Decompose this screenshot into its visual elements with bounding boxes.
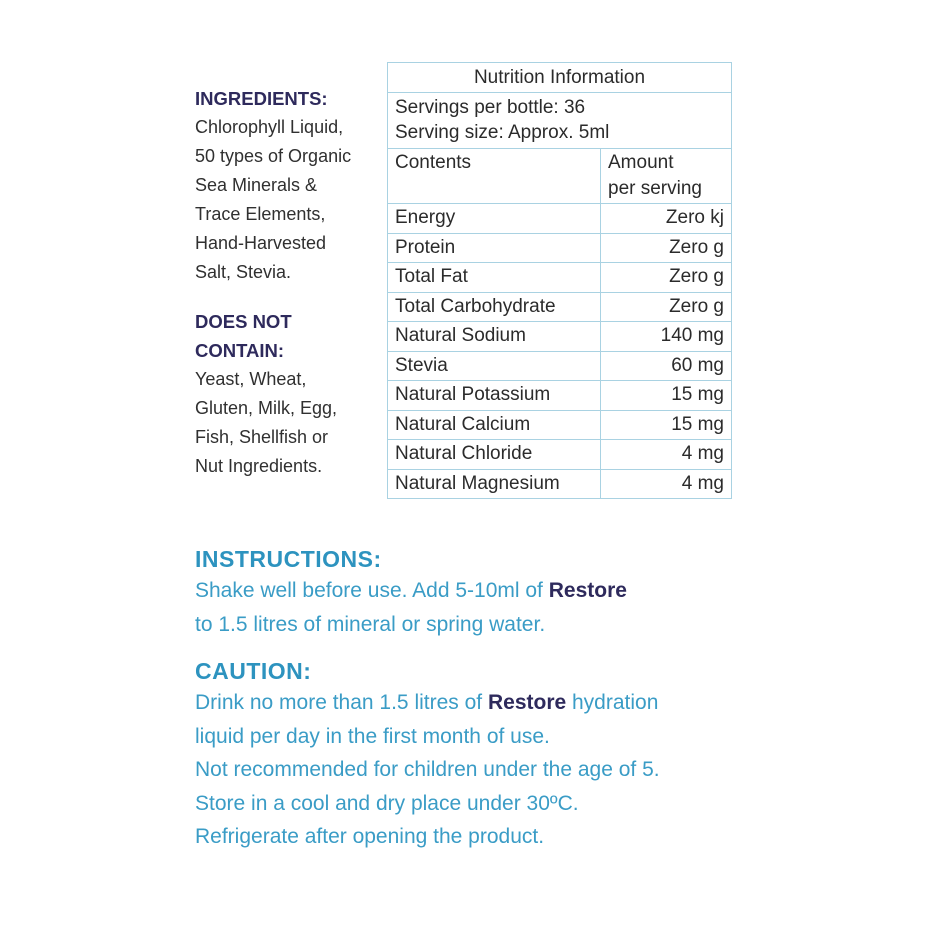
- servings-per-bottle: Servings per bottle: 36: [395, 97, 586, 118]
- serving-size: Serving size: Approx. 5ml: [395, 122, 610, 143]
- nutrient-name: Total Fat: [388, 263, 601, 293]
- column-header-contents: Contents: [388, 149, 601, 204]
- nutrient-name: Natural Magnesium: [388, 469, 601, 499]
- ingredients-line: Trace Elements,: [195, 204, 326, 224]
- table-row: [388, 351, 732, 381]
- instructions-line: to 1.5 litres of mineral or spring water.: [195, 613, 546, 636]
- table-row: [388, 469, 732, 499]
- nutrient-amount: 140 mg: [601, 322, 732, 352]
- allergen-line: Yeast, Wheat,: [195, 369, 307, 389]
- table-row: [388, 204, 732, 234]
- ingredients-line: Salt, Stevia.: [195, 262, 292, 282]
- nutrient-name: Natural Calcium: [388, 410, 601, 440]
- brand-name: Restore: [487, 691, 567, 714]
- nutrient-name: Stevia: [388, 351, 601, 381]
- allergen-line: Nut Ingredients.: [195, 456, 323, 476]
- caution-heading: CAUTION:: [195, 658, 312, 684]
- nutrient-amount: 4 mg: [601, 469, 732, 499]
- table-row: [388, 292, 732, 322]
- caution-line: liquid per day in the first month of use.: [195, 724, 550, 748]
- instructions-line: [195, 574, 895, 608]
- table-row: [388, 440, 732, 470]
- nutrient-amount: Zero g: [601, 263, 732, 293]
- amount-header-line: per serving: [608, 178, 702, 199]
- nutrient-name: Protein: [388, 233, 601, 263]
- nutrient-name: Total Carbohydrate: [388, 292, 601, 322]
- table-row: [388, 263, 732, 293]
- ingredients-line: 50 types of Organic: [195, 146, 352, 166]
- does-not-contain-heading: CONTAIN:: [195, 340, 285, 361]
- nutrition-title: Nutrition Information: [388, 63, 732, 93]
- nutrient-name: Natural Sodium: [388, 322, 601, 352]
- nutrient-amount: Zero g: [601, 233, 732, 263]
- nutrition-table: [387, 62, 732, 499]
- ingredients-line: Chlorophyll Liquid,: [195, 117, 344, 137]
- nutrient-amount: 15 mg: [601, 381, 732, 411]
- caution-line: [195, 686, 915, 720]
- nutrient-amount: 60 mg: [601, 351, 732, 381]
- allergen-line: Fish, Shellfish or: [195, 427, 329, 447]
- caution-text: Drink no more than 1.5 litres of: [195, 691, 488, 714]
- ingredients-block: [195, 84, 380, 481]
- instructions-text: Shake well before use. Add 5-10ml of: [195, 579, 549, 602]
- caution-text: hydration: [566, 691, 659, 714]
- ingredients-line: Hand-Harvested: [195, 233, 327, 253]
- nutrient-amount: 15 mg: [601, 410, 732, 440]
- nutrient-name: Energy: [388, 204, 601, 234]
- does-not-contain-block: [195, 307, 380, 481]
- table-row: [388, 233, 732, 263]
- caution-line: Not recommended for children under the age of 5.: [195, 758, 660, 781]
- ingredients-heading: INGREDIENTS:: [195, 88, 328, 109]
- nutrient-amount: 4 mg: [601, 440, 732, 470]
- table-row: [388, 322, 732, 352]
- serving-info: [388, 93, 732, 149]
- ingredients-line: Sea Minerals &: [195, 175, 318, 195]
- caution-section: [195, 656, 915, 854]
- nutrient-amount: Zero g: [601, 292, 732, 322]
- table-row: [388, 410, 732, 440]
- allergen-line: Gluten, Milk, Egg,: [195, 398, 338, 418]
- brand-name: Restore: [548, 579, 627, 602]
- caution-line: Store in a cool and dry place under 30ºC.: [195, 791, 579, 815]
- column-header-amount: [601, 149, 732, 204]
- caution-line: Refrigerate after opening the product.: [195, 825, 545, 848]
- nutrient-name: Natural Chloride: [388, 440, 601, 470]
- instructions-heading: INSTRUCTIONS:: [195, 546, 382, 572]
- does-not-contain-heading: DOES NOT: [195, 311, 292, 332]
- table-row: [388, 381, 732, 411]
- nutrient-amount: Zero kj: [601, 204, 732, 234]
- amount-header-line: Amount: [608, 152, 674, 173]
- instructions-section: [195, 544, 895, 642]
- nutrient-name: Natural Potassium: [388, 381, 601, 411]
